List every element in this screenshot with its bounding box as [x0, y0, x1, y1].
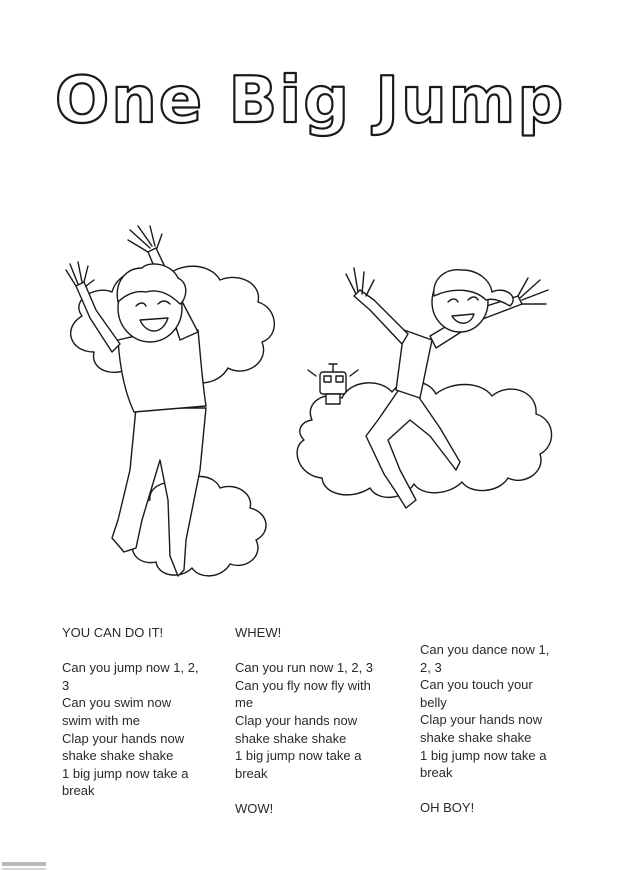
lyric-line: Can you touch your [420, 677, 533, 693]
lyric-line: break [235, 765, 268, 781]
lyric-line: swim with me [62, 712, 141, 728]
lyric-line: me [235, 695, 254, 711]
lyric-line: 1 big jump now take a [235, 748, 362, 764]
lyric-line: Clap your hands now [62, 730, 185, 746]
footer-logo-mark [2, 862, 46, 873]
lyrics-column-2 [235, 624, 395, 818]
lyric-line: Can you run now 1, 2, 3 [235, 660, 374, 676]
lyric-line: Clap your hands now [420, 712, 543, 728]
lyric-line: 1 big jump now take a [420, 747, 547, 763]
lyrics-column-3 [420, 641, 580, 817]
page-title: One Big Jump [54, 64, 566, 138]
column-closing: WOW! [235, 800, 274, 816]
lyric-line: 1 big jump now take a [62, 765, 189, 781]
lyric-line: Can you swim now [62, 695, 172, 711]
lyric-line: Can you fly now fly with [235, 677, 371, 693]
lyric-line: shake shake shake [235, 730, 347, 746]
column-heading: WHEW! [235, 625, 282, 640]
lyric-line: belly [420, 694, 447, 710]
lyric-line: Can you jump now 1, 2, [62, 660, 199, 676]
lyric-line: Can you dance now 1, [420, 642, 550, 657]
lyric-line: shake shake shake [62, 748, 174, 764]
column-heading: YOU CAN DO IT! [62, 625, 164, 640]
lyric-line: Clap your hands now [235, 712, 358, 728]
lyrics-column-1 [62, 624, 222, 800]
lyric-line: shake shake shake [420, 729, 532, 745]
lyric-line: 2, 3 [420, 659, 442, 675]
lyric-line: 3 [62, 677, 70, 693]
lyric-line: break [420, 765, 453, 781]
column-closing: OH BOY! [420, 800, 475, 816]
lyric-line: break [62, 783, 95, 799]
